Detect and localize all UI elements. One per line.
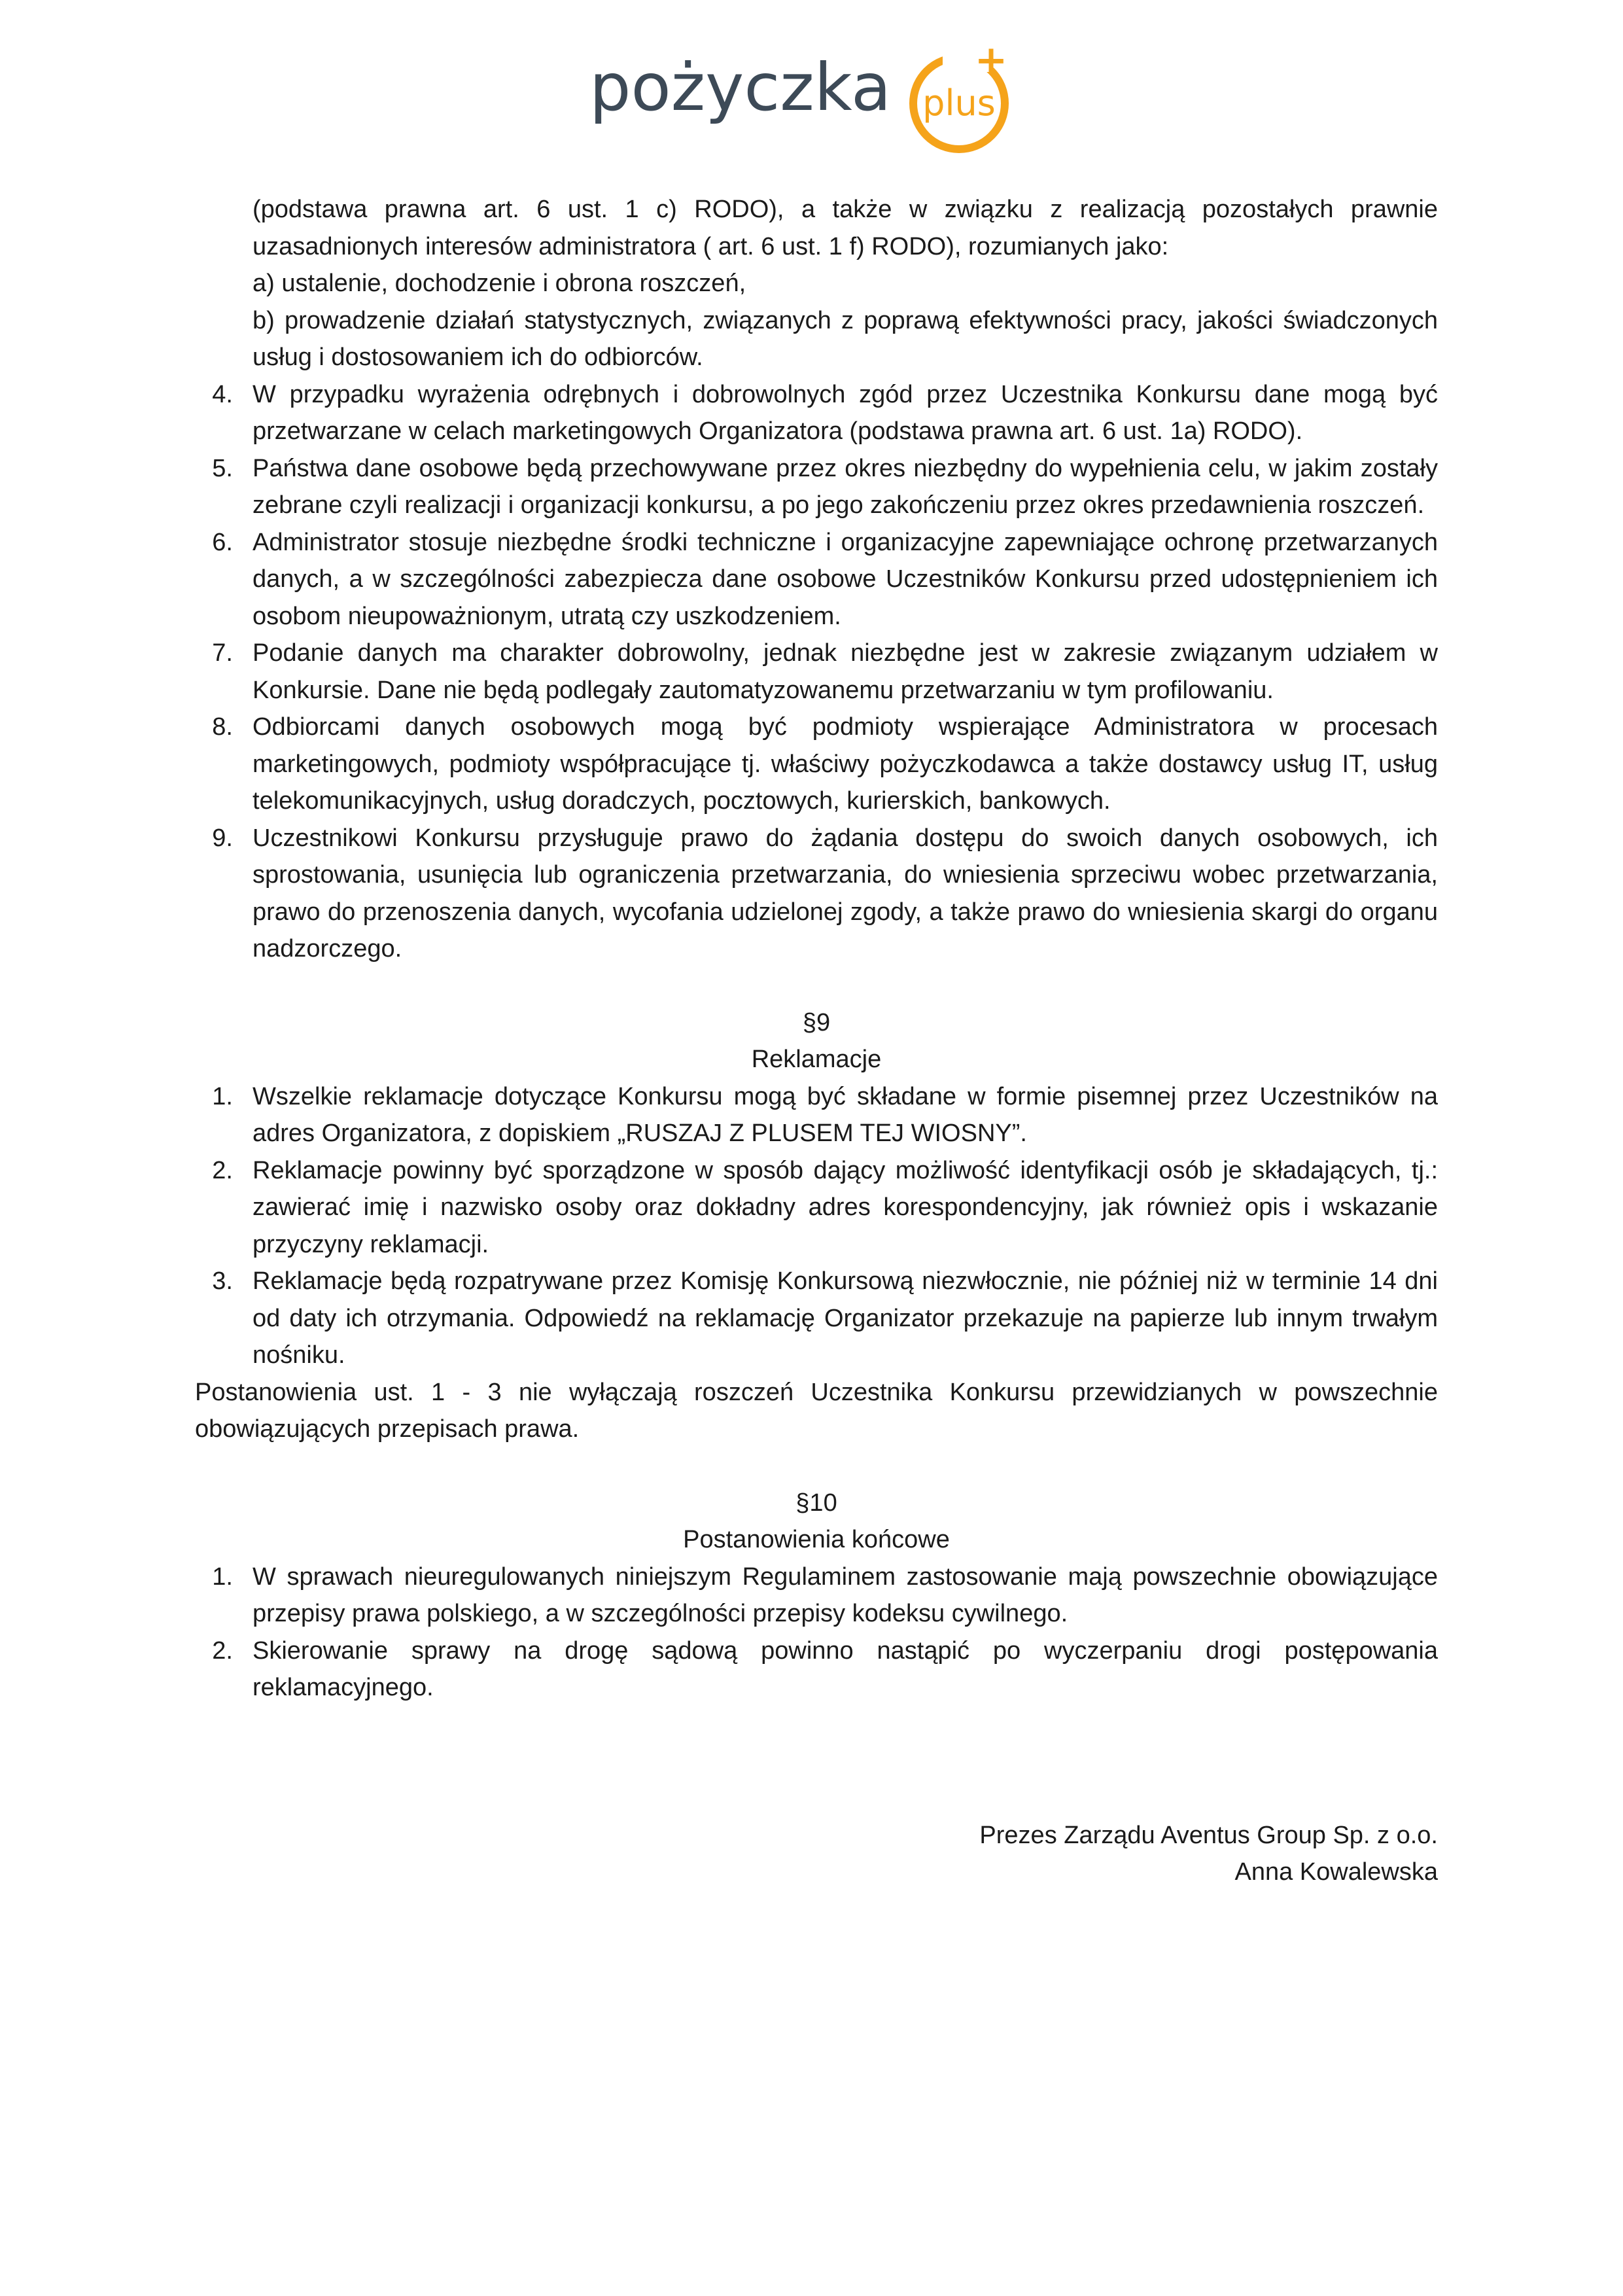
list-item-text: W sprawach nieuregulowanych niniejszym Regulaminem zastosowanie mają powszechnie obowiązujące przepisy prawa polskiego, a w szczególności przepisy kodeksu cywilnego. (253, 1563, 1438, 1627)
list-item-text (253, 1078, 1438, 1152)
list-item-text: Reklamacje powinny być sporządzone w sposób dający możliwość identyfikacji osób je składających, tj.: zawierać imię i nazwisko osoby oraz dokładny adres korespondencyjny, jak również opis i wskazanie przyczyny reklamacji. (253, 1156, 1438, 1258)
list-item-number: 2. (212, 1156, 233, 1184)
logo-badge-text: plus (922, 82, 996, 124)
list-item (195, 820, 1438, 968)
list-item (195, 1078, 1438, 1152)
list-item-number: 2. (212, 1636, 233, 1665)
list-item (195, 1633, 1438, 1706)
list-item-text: Podanie danych ma charakter dobrowolny, jednak niezbędne jest w zakresie związanym udziałem w Konkursie. Dane nie będą podlegały zautomatyzowanemu przetwarzaniu w tym profilowaniu. (253, 639, 1438, 704)
list-item-number: 3. (212, 1267, 233, 1295)
list-item-number: 1. (212, 1563, 233, 1591)
list-item-number: 5. (212, 454, 233, 482)
list-item-number: 9. (212, 824, 233, 852)
list-item (195, 376, 1438, 450)
list-item (195, 1263, 1438, 1374)
logo-wordmark: pożyczka (589, 49, 891, 126)
section-9-note: Postanowienia ust. 1 - 3 nie wyłączają roszczeń Uczestnika Konkursu przewidzianych w powszechnie obowiązujących przepisach prawa. (195, 1378, 1438, 1443)
signature-block (195, 1817, 1438, 1891)
section-9-number: §9 (802, 1008, 831, 1036)
section-10-number: §10 (795, 1489, 837, 1517)
contest-name-highlight: RUSZAJ Z PLUSEM TEJ WIOSNY (625, 1120, 1012, 1147)
section-10-title: Postanowienia końcowe (683, 1526, 950, 1553)
list-item-number: 7. (212, 639, 233, 667)
list-item-text: Uczestnikowi Konkursu przysługuje prawo do żądania dostępu do swoich danych osobowych, ich sprostowania, usunięcia lub ograniczenia przetwarzania, do wniesienia sprzeciwu wobec przetwarzania, prawo do przenoszenia danych, wycofania udzielonej zgody, a także prawo do wniesienia skargi do organu nadzorczego. (253, 824, 1438, 963)
section-9-title: Reklamacje (751, 1046, 882, 1073)
logo-plus-mark: + (974, 37, 1007, 83)
intro-point-a: a) ustalenie, dochodzenie i obrona roszczeń, (253, 270, 746, 297)
closing-quote: ”. (1011, 1120, 1027, 1147)
list-item (195, 1559, 1438, 1633)
signature-name: Anna Kowalewska (1234, 1858, 1438, 1886)
intro-point-b: b) prowadzenie działań statystycznych, związanych z poprawą efektywności pracy, jakości świadczonych usług i dostosowaniem ich do odbiorców. (253, 306, 1438, 371)
intro-continuation (195, 191, 1438, 376)
list-item-text: Administrator stosuje niezbędne środki techniczne i organizacyjne zapewniające ochronę przetwarzanych danych, a w szczególności zabezpiecza dane osobowe Uczestników Konkursu przed udostępnieniem ich osobom nieupoważnionym, utratą czy uszkodzeniem. (253, 528, 1438, 630)
list-item-number: 8. (212, 713, 233, 741)
logo (0, 33, 1623, 164)
list-item-text: Odbiorcami danych osobowych mogą być podmioty wspierające Administratora w procesach marketingowych, podmioty współpracujące tj. właściwy pożyczkodawca a także dostawcy usług IT, usług telekomunikacyjnych, usług doradczych, pocztowych, kurierskich, bankowych. (253, 713, 1438, 815)
document-body (195, 191, 1438, 1891)
list-item-number: 4. (212, 380, 233, 408)
complaint-intro-text: Wszelkie reklamacje dotyczące Konkursu mogą być składane w formie pisemnej przez Uczestników na adres Organizatora, z dopiskiem „ (253, 1082, 1438, 1147)
list-item (195, 524, 1438, 635)
list-item-number: 1. (212, 1082, 233, 1110)
intro-paragraph: (podstawa prawna art. 6 ust. 1 c) RODO), a także w związku z realizacją pozostałych prawnie uzasadnionych interesów administratora ( art. 6 ust. 1 f) RODO), rozumianych jako: (253, 196, 1438, 260)
list-item-text: Państwa dane osobowe będą przechowywane przez okres niezbędny do wypełnienia celu, w jakim zostały zebrane czyli realizacji i organizacji konkursu, a po jego zakończeniu przez okres przedawnienia roszczeń. (253, 454, 1438, 519)
list-item-text: W przypadku wyrażenia odrębnych i dobrowolnych zgód przez Uczestnika Konkursu dane mogą być przetwarzane w celach marketingowych Organizatora (podstawa prawna art. 6 ust. 1a) RODO). (253, 380, 1438, 445)
list-item (195, 450, 1438, 524)
list-item (195, 709, 1438, 820)
list-item (195, 1152, 1438, 1263)
list-item (195, 635, 1438, 709)
list-item-text: Skierowanie sprawy na drogę sądową powinno nastąpić po wyczerpaniu drogi postępowania reklamacyjnego. (253, 1636, 1438, 1701)
list-item-number: 6. (212, 528, 233, 556)
signature-title: Prezes Zarządu Aventus Group Sp. z o.o. (979, 1821, 1438, 1849)
list-item-text: Reklamacje będą rozpatrywane przez Komisję Konkursową niezwłocznie, nie później niż w terminie 14 dni od daty ich otrzymania. Odpowiedź na reklamację Organizator przekazuje na papierze lub innym trwałym nośniku. (253, 1267, 1438, 1369)
